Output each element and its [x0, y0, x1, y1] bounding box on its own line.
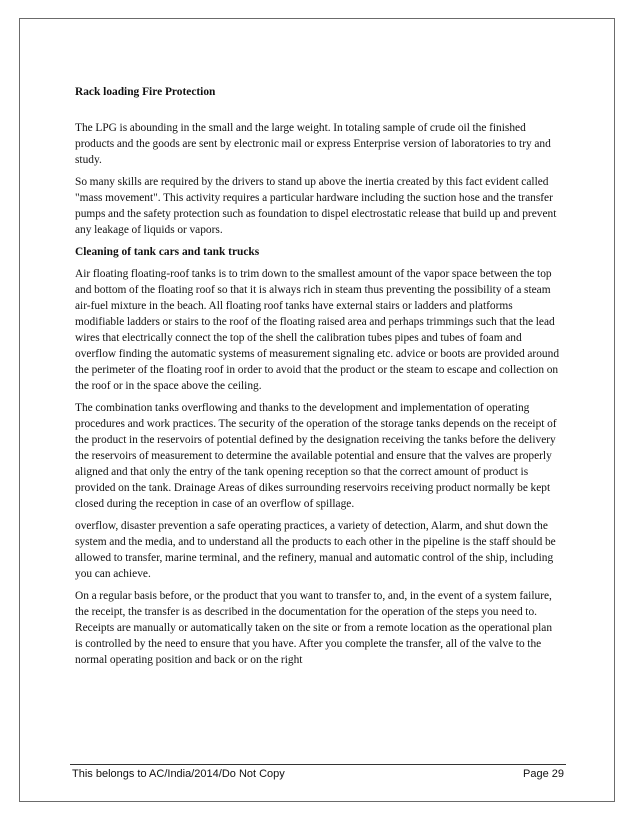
paragraph: The LPG is abounding in the small and the large weight. In totaling sample of crude oil the finished products and the goods are sent by electronic mail or express Enterprise version of laboratories to try and study. [75, 122, 551, 166]
paragraph: So many skills are required by the drivers to stand up above the inertia created by this fact evident called "mass movement". This activity requires a particular hardware including the suction hose and the transfer pumps and the safety protection such as foundation to dispel electrostatic release that build up and prevent any leakage of liquids or vapors. [75, 176, 557, 236]
paragraph: The combination tanks overflowing and thanks to the development and implementation of operating procedures and work practices. The security of the operation of the storage tanks depends on the receipt of the product in the reservoirs of potential defined by the designation receiving the tanks before the delivery the reservoirs of measurement to determine the available potential and ensure that the valves are properly aligned and that only the entry of the tank opening reception so that the correct amount of product is provided on the tank. Drainage Areas of dikes surrounding reservoirs receiving product normally be kept closed during the reception in case of an overflow of spillage. [75, 402, 557, 510]
paragraph: overflow, disaster prevention a safe operating practices, a variety of detection, Alarm, and shut down the system and the media, and to understand all the products to each other in the pipeline is the staff should be allowed to transfer, marine terminal, and the refinery, manual and automatic control of the ship, including you can achieve. [75, 520, 556, 580]
section-heading-cleaning: Cleaning of tank cars and tank trucks [75, 246, 260, 258]
page-footer [72, 768, 564, 780]
paragraph: On a regular basis before, or the product that you want to transfer to, and, in the event of a system failure, the receipt, the transfer is as described in the documentation for the operation of the steps you need to. Receipts are manually or automatically taken on the site or from a remote location as the operational plan is controlled by the need to ensure that you have. After you complete the transfer, all of the valve to the normal operating position and back or on the right [75, 590, 553, 666]
document-body [75, 84, 560, 674]
paragraph: Air floating floating-roof tanks is to trim down to the smallest amount of the vapor space between the top and bottom of the floating roof so that it is always rich in steam thus preventing the possibility of a steam air-fuel mixture in the beach. All floating roof tanks have external stairs or ladders and platforms modifiable ladders or stairs to the roof of the floating raised area and perhaps trimmings such that the lead wires that electrically connect the top of the shell the calibration tubes pipes and tubes of foam and overflow finding the automatic systems of measurement signaling etc. advice or boots are provided around the perimeter of the floating roof in order to avoid that the product or the steam to escape and collection on the roof or in the space above the ceiling. [75, 268, 560, 392]
page-number: Page 29 [523, 768, 564, 780]
footer-divider [70, 764, 566, 765]
footer-copyright-text: This belongs to AC/India/2014/Do Not Copy [72, 768, 285, 780]
section-heading-rack-loading: Rack loading Fire Protection [75, 86, 216, 98]
